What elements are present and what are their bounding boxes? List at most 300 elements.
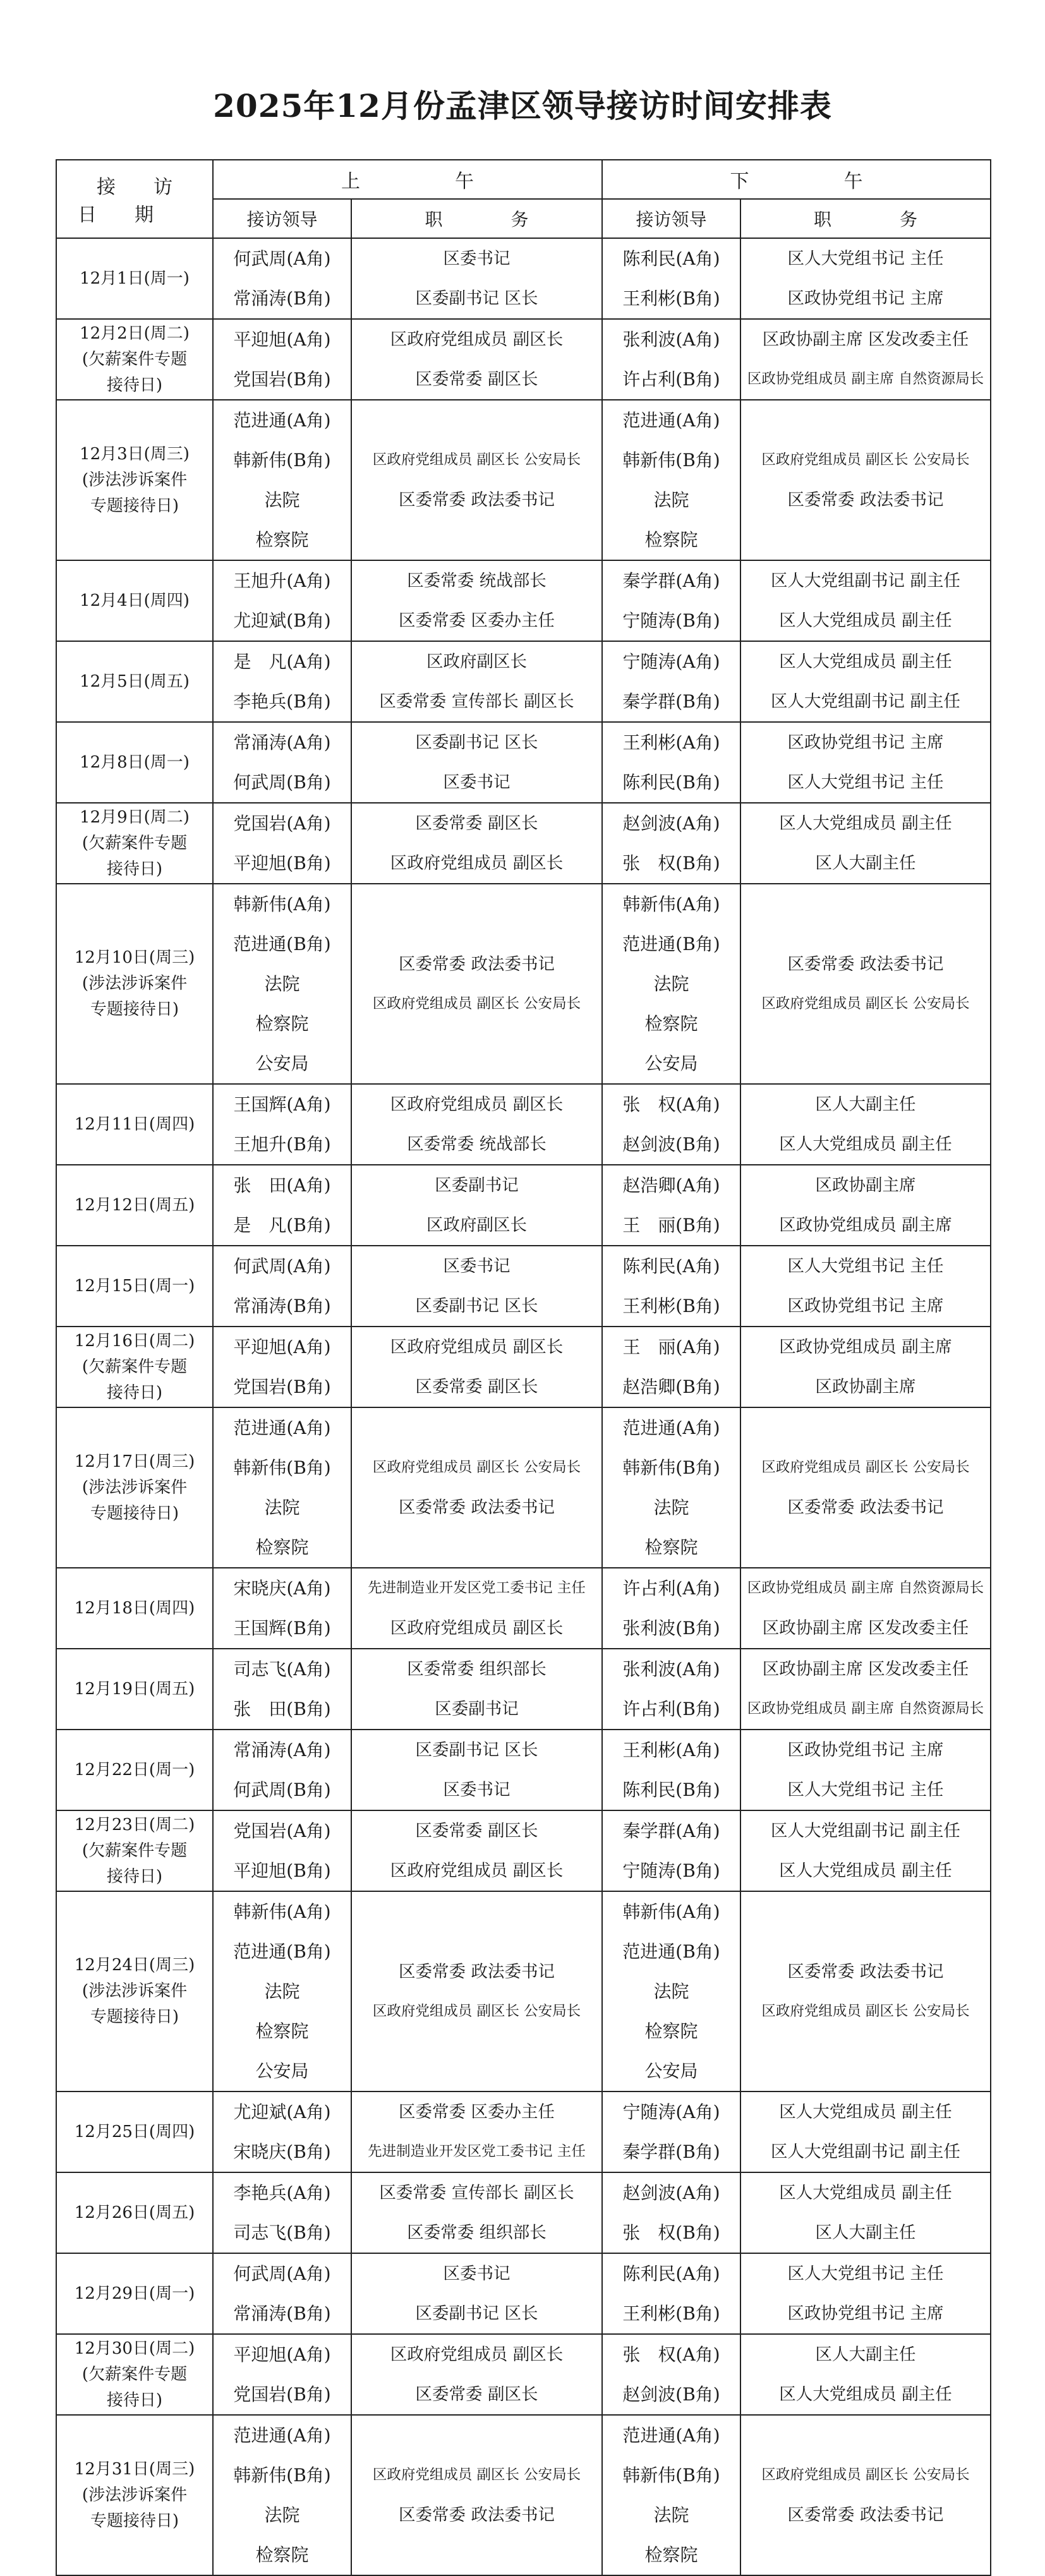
afternoon-position-cell-line: 区委常委 政法委书记 (787, 2505, 944, 2525)
date-cell (56, 2253, 213, 2334)
morning-leader-cell-line: 宋晓庆(B角) (233, 2141, 331, 2162)
afternoon-leader-cell-line: 宁随涛(B角) (622, 1860, 720, 1881)
afternoon-leader-cell-line: 赵剑波(A角) (622, 813, 720, 834)
morning-leader-cell-line: 检察院 (255, 2021, 309, 2042)
morning-leader-cell (213, 319, 351, 400)
morning-leader-cell (213, 1730, 351, 1810)
afternoon-position-cell-line: 区政府党组成员 副区长 公安局长 (761, 2002, 970, 2019)
afternoon-position-cell (740, 1165, 991, 1246)
afternoon-position-cell-line: 区人大党组成员 副主任 (779, 1861, 952, 1881)
afternoon-leader-cell-line: 王利彬(A角) (622, 1740, 720, 1760)
morning-position-cell-line: 区政府党组成员 副区长 公安局长 (372, 995, 581, 1012)
table-row (56, 1327, 991, 1407)
morning-position-cell (351, 560, 602, 641)
afternoon-leader-cell-line: 范进通(B角) (622, 934, 720, 954)
morning-leader-cell-line: 张 田(A角) (233, 1175, 331, 1196)
afternoon-position-cell-line: 区人大副主任 (815, 853, 916, 873)
date-cell (56, 400, 213, 560)
afternoon-position-cell (740, 1407, 991, 1568)
table-row (56, 238, 991, 319)
morning-header: 上 午 (213, 160, 602, 199)
afternoon-leader-cell (602, 2334, 740, 2415)
afternoon-leader-cell-line: 公安局 (644, 2061, 698, 2081)
afternoon-leader-cell-line: 法院 (653, 1497, 689, 1518)
morning-position-cell-line: 区委常委 副区长 (415, 814, 538, 833)
morning-position-header: 职 务 (351, 199, 602, 238)
afternoon-leader-cell (602, 1730, 740, 1810)
morning-leader-cell (213, 884, 351, 1084)
morning-leader-cell (213, 2415, 351, 2575)
afternoon-position-cell (740, 1327, 991, 1407)
date-cell-line: 12月23日(周二) (74, 1815, 195, 1834)
morning-leader-cell (213, 2253, 351, 2334)
morning-position-cell (351, 1084, 602, 1165)
afternoon-position-cell-line: 区政协副主席 区发改委主任 (762, 330, 969, 349)
afternoon-leader-cell (602, 238, 740, 319)
date-cell-line: 12月1日(周一) (80, 268, 190, 288)
afternoon-position-cell-line: 区人大党组副书记 副主任 (771, 1821, 960, 1841)
morning-leader-cell-line: 范进通(A角) (233, 410, 331, 431)
afternoon-position-cell (740, 641, 991, 722)
afternoon-position-cell (740, 1084, 991, 1165)
afternoon-leader-cell-line: 赵浩卿(A角) (622, 1175, 720, 1196)
afternoon-position-cell-line: 区政府党组成员 副区长 公安局长 (761, 2467, 970, 2483)
morning-position-cell-line: 区政府党组成员 副区长 公安局长 (372, 1459, 581, 1476)
afternoon-position-cell (740, 1730, 991, 1810)
afternoon-leader-cell-line: 张利波(B角) (622, 1618, 720, 1639)
morning-leader-cell-line: 李艳兵(A角) (233, 2182, 331, 2203)
afternoon-leader-cell-line: 许占利(B角) (622, 369, 720, 390)
morning-leader-cell-line: 党国岩(B角) (233, 2384, 331, 2405)
morning-leader-cell-line: 宋晓庆(A角) (233, 1578, 331, 1599)
date-cell-line: 12月25日(周四) (74, 2122, 195, 2141)
afternoon-position-cell-line: 区政协副主席 区发改委主任 (762, 1618, 969, 1638)
morning-position-cell (351, 803, 602, 884)
morning-leader-cell (213, 238, 351, 319)
morning-position-cell-line: 区委书记 (443, 773, 510, 792)
morning-leader-header: 接访领导 (213, 199, 351, 238)
afternoon-position-cell-line: 区人大党组成员 副主任 (779, 2385, 952, 2404)
morning-position-cell (351, 1165, 602, 1246)
table-header (56, 160, 991, 238)
morning-leader-cell-line: 王国辉(B角) (233, 1618, 331, 1639)
afternoon-position-cell (740, 1891, 991, 2091)
morning-position-cell-line: 区政府党组成员 副区长 (390, 853, 564, 873)
morning-position-cell (351, 238, 602, 319)
afternoon-leader-cell-line: 宁随涛(B角) (622, 610, 720, 631)
date-cell-line: 12月26日(周五) (74, 2203, 195, 2222)
date-cell (56, 803, 213, 884)
morning-position-cell-line: 区委书记 (443, 2264, 510, 2284)
morning-leader-cell (213, 2172, 351, 2253)
afternoon-leader-cell (602, 803, 740, 884)
afternoon-position-cell-line: 区人大党组副书记 副主任 (771, 692, 960, 711)
date-cell-line: 专题接待日) (90, 1000, 179, 1019)
afternoon-header: 下 午 (602, 160, 991, 199)
afternoon-leader-cell-line: 韩新伟(A角) (622, 1901, 720, 1922)
morning-leader-cell-line: 韩新伟(B角) (233, 2465, 331, 2486)
morning-leader-cell-line: 司志飞(B角) (233, 2222, 331, 2243)
date-cell-line: (欠薪案件专题 (82, 1357, 188, 1376)
morning-leader-cell (213, 400, 351, 560)
morning-leader-cell-line: 法院 (264, 1981, 300, 2002)
morning-leader-cell (213, 1568, 351, 1649)
morning-position-cell (351, 884, 602, 1084)
afternoon-leader-cell (602, 400, 740, 560)
afternoon-position-cell-line: 区人大党组成员 副主任 (779, 2102, 952, 2122)
date-cell-line: 12月18日(周四) (74, 1598, 195, 1618)
date-cell (56, 1084, 213, 1165)
morning-position-cell-line: 区政府党组成员 副区长 (390, 1337, 564, 1357)
afternoon-position-cell-line: 区政协党组成员 副主席 (779, 1337, 952, 1357)
morning-position-cell-line: 先进制造业开发区党工委书记 主任 (368, 1580, 586, 1596)
morning-leader-cell-line: 常涌涛(A角) (233, 732, 331, 753)
date-cell-line: 12月9日(周二) (80, 807, 190, 827)
morning-leader-cell (213, 1407, 351, 1568)
morning-leader-cell-line: 法院 (264, 490, 300, 510)
afternoon-leader-cell (602, 2253, 740, 2334)
afternoon-position-cell-line: 区政协党组书记 主席 (787, 733, 944, 752)
afternoon-leader-cell-line: 张利波(A角) (622, 329, 720, 350)
afternoon-leader-cell-line: 法院 (653, 1981, 689, 2002)
date-cell-line: 12月31日(周三) (74, 2459, 195, 2479)
afternoon-leader-cell-line: 赵浩卿(B角) (622, 1376, 720, 1397)
afternoon-leader-cell-line: 王利彬(B角) (622, 288, 720, 309)
afternoon-position-cell (740, 722, 991, 803)
morning-position-cell-line: 区政府副区长 (426, 1215, 527, 1235)
morning-leader-cell-line: 法院 (264, 1497, 300, 1518)
morning-leader-cell-line: 常涌涛(B角) (233, 288, 331, 309)
afternoon-position-cell (740, 1568, 991, 1649)
afternoon-leader-cell-line: 张利波(A角) (622, 1659, 720, 1680)
morning-position-cell-line: 区政府党组成员 副区长 (390, 330, 564, 349)
morning-leader-cell-line: 平迎旭(A角) (233, 2344, 331, 2365)
date-cell-line: (欠薪案件专题 (82, 1841, 188, 1860)
afternoon-position-cell-line: 区委常委 政法委书记 (787, 490, 944, 510)
afternoon-leader-cell (602, 1649, 740, 1730)
morning-leader-cell-line: 范进通(B角) (233, 934, 331, 954)
morning-leader-cell-line: 是 凡(A角) (233, 651, 331, 672)
morning-leader-cell (213, 2091, 351, 2172)
afternoon-leader-cell-line: 法院 (653, 2505, 689, 2525)
date-cell (56, 1810, 213, 1891)
date-cell-line: 12月15日(周一) (74, 1276, 195, 1296)
morning-position-cell-line: 区委书记 (443, 1256, 510, 1276)
afternoon-position-cell (740, 2091, 991, 2172)
afternoon-leader-cell-line: 韩新伟(B角) (622, 450, 720, 471)
afternoon-position-cell-line: 区人大党组副书记 副主任 (771, 571, 960, 591)
morning-position-cell (351, 2091, 602, 2172)
afternoon-leader-cell (602, 1891, 740, 2091)
afternoon-position-cell (740, 803, 991, 884)
date-cell-line: (涉法涉诉案件 (82, 470, 188, 490)
table-row (56, 560, 991, 641)
afternoon-leader-cell-line: 张 权(A角) (622, 1094, 720, 1115)
date-cell-line: 12月29日(周一) (74, 2284, 195, 2303)
date-cell-line: 接待日) (106, 2390, 163, 2410)
date-cell-line: 12月16日(周二) (74, 1331, 195, 1351)
afternoon-leader-cell-line: 陈利民(A角) (622, 2263, 720, 2284)
table-row (56, 2253, 991, 2334)
afternoon-leader-cell-line: 韩新伟(A角) (622, 894, 720, 915)
afternoon-leader-cell-line: 检察院 (644, 529, 698, 550)
date-cell (56, 2415, 213, 2575)
afternoon-leader-cell-line: 范进通(B角) (622, 1941, 720, 1962)
date-cell (56, 238, 213, 319)
date-cell (56, 1891, 213, 2091)
afternoon-leader-cell-line: 韩新伟(B角) (622, 1457, 720, 1478)
morning-position-cell-line: 区委常委 区委办主任 (399, 2102, 555, 2122)
afternoon-position-cell-line: 区人大党组书记 主任 (787, 1256, 944, 1276)
afternoon-position-cell-line: 区政府党组成员 副区长 公安局长 (761, 452, 970, 468)
table-row (56, 722, 991, 803)
morning-position-cell-line: 区委常委 政法委书记 (399, 1961, 555, 1982)
afternoon-leader-cell-line: 秦学群(A角) (622, 1821, 720, 1841)
morning-position-cell (351, 2172, 602, 2253)
afternoon-leader-cell-line: 范进通(A角) (622, 1417, 720, 1438)
afternoon-leader-cell-line: 赵剑波(B角) (622, 2384, 720, 2405)
date-cell-line: (涉法涉诉案件 (82, 1982, 188, 2001)
afternoon-leader-cell-line: 法院 (653, 490, 689, 510)
morning-position-cell (351, 722, 602, 803)
afternoon-position-cell-line: 区政协党组成员 副主席 自然资源局长 (747, 1580, 984, 1596)
morning-leader-cell-line: 王旭升(B角) (233, 1134, 331, 1155)
schedule-body (56, 238, 991, 2575)
date-cell-line: 12月12日(周五) (74, 1195, 195, 1215)
date-cell-line: 12月19日(周五) (74, 1679, 195, 1699)
morning-position-cell-line: 区政府党组成员 副区长 (390, 1095, 564, 1114)
date-cell-line: 专题接待日) (90, 2511, 179, 2531)
date-cell-line: 12月5日(周五) (80, 671, 190, 691)
date-cell-line: 12月11日(周四) (74, 1114, 195, 1134)
morning-leader-cell (213, 560, 351, 641)
afternoon-leader-cell-line: 秦学群(B角) (622, 691, 720, 712)
afternoon-position-cell-line: 区委常委 政法委书记 (787, 1961, 944, 1982)
morning-position-cell-line: 区委常委 区委办主任 (399, 611, 555, 630)
morning-leader-cell-line: 何武周(B角) (233, 772, 331, 793)
morning-position-cell-line: 区委副书记 区长 (415, 733, 538, 752)
date-cell-line: 12月22日(周一) (74, 1760, 195, 1779)
afternoon-position-cell-line: 区人大党组成员 副主任 (779, 1135, 952, 1154)
morning-position-cell-line: 区委常委 政法委书记 (399, 954, 555, 974)
afternoon-leader-cell (602, 722, 740, 803)
date-cell-line: 接待日) (106, 375, 163, 395)
morning-leader-cell-line: 韩新伟(B角) (233, 1457, 331, 1478)
morning-position-cell-line: 区委常委 政法委书记 (399, 490, 555, 510)
date-cell-line: (欠薪案件专题 (82, 349, 188, 369)
afternoon-leader-cell (602, 641, 740, 722)
afternoon-leader-cell-line: 张 权(B角) (622, 853, 720, 874)
morning-leader-cell-line: 何武周(A角) (233, 1256, 331, 1277)
morning-leader-cell-line: 何武周(A角) (233, 2263, 331, 2284)
date-cell (56, 2334, 213, 2415)
afternoon-position-cell (740, 2253, 991, 2334)
morning-leader-cell (213, 1084, 351, 1165)
afternoon-leader-cell-line: 陈利民(A角) (622, 1256, 720, 1277)
table-row (56, 803, 991, 884)
morning-position-cell-line: 区委副书记 (435, 1699, 519, 1719)
afternoon-position-cell (740, 1810, 991, 1891)
morning-leader-cell (213, 1327, 351, 1407)
morning-position-cell-line: 区委书记 (443, 249, 510, 268)
morning-position-cell (351, 400, 602, 560)
table-row (56, 400, 991, 560)
morning-leader-cell-line: 平迎旭(A角) (233, 1337, 331, 1357)
afternoon-position-cell (740, 884, 991, 1084)
morning-position-cell (351, 1810, 602, 1891)
afternoon-position-cell-line: 区政协副主席 区发改委主任 (762, 1659, 969, 1679)
afternoon-position-cell-line: 区政协党组书记 主席 (787, 289, 944, 308)
table-row (56, 2415, 991, 2575)
table-row (56, 1568, 991, 1649)
table-row (56, 2334, 991, 2415)
morning-position-cell (351, 1407, 602, 1568)
afternoon-position-cell (740, 2334, 991, 2415)
morning-leader-cell-line: 尤迎斌(B角) (233, 610, 331, 631)
morning-position-cell-line: 区委常委 统战部长 (407, 1135, 547, 1154)
afternoon-leader-cell-line: 王 丽(B角) (622, 1215, 720, 1236)
morning-leader-cell-line: 韩新伟(A角) (233, 894, 331, 915)
table-row (56, 641, 991, 722)
afternoon-position-cell (740, 1649, 991, 1730)
morning-leader-cell-line: 是 凡(B角) (233, 1215, 331, 1236)
afternoon-leader-cell-line: 陈利民(B角) (622, 1779, 720, 1800)
afternoon-position-cell-line: 区政协副主席 (815, 1377, 916, 1397)
morning-leader-cell-line: 法院 (264, 973, 300, 994)
morning-position-cell-line: 区政府党组成员 副区长 公安局长 (372, 2002, 581, 2019)
morning-leader-cell-line: 党国岩(A角) (233, 813, 331, 834)
afternoon-leader-cell-line: 张 权(B角) (622, 2222, 720, 2243)
afternoon-leader-cell-line: 王利彬(A角) (622, 732, 720, 753)
afternoon-leader-cell (602, 2091, 740, 2172)
morning-leader-cell (213, 641, 351, 722)
date-cell-line: 12月17日(周三) (74, 1452, 195, 1471)
date-cell (56, 560, 213, 641)
date-cell (56, 884, 213, 1084)
morning-leader-cell (213, 722, 351, 803)
afternoon-leader-cell-line: 赵剑波(B角) (622, 1134, 720, 1155)
table-row (56, 1084, 991, 1165)
afternoon-leader-cell-line: 法院 (653, 973, 689, 994)
afternoon-leader-cell-line: 检察院 (644, 1537, 698, 1558)
afternoon-position-cell-line: 区政协党组成员 副主席 (779, 1215, 952, 1235)
morning-position-cell (351, 1730, 602, 1810)
afternoon-leader-cell-line: 秦学群(B角) (622, 2141, 720, 2162)
morning-position-cell-line: 区委常委 政法委书记 (399, 2505, 555, 2525)
date-cell-line: (欠薪案件专题 (82, 833, 188, 853)
afternoon-leader-cell-line: 范进通(A角) (622, 410, 720, 431)
afternoon-leader-cell (602, 560, 740, 641)
afternoon-position-cell (740, 319, 991, 400)
afternoon-position-cell (740, 400, 991, 560)
table-row (56, 884, 991, 1084)
morning-leader-cell-line: 张 田(B角) (233, 1699, 331, 1719)
morning-leader-cell-line: 党国岩(B角) (233, 1376, 331, 1397)
afternoon-position-cell-line: 区人大党组书记 主任 (787, 2264, 944, 2284)
morning-position-cell-line: 区政府党组成员 副区长 公安局长 (372, 2467, 581, 2483)
morning-leader-cell-line: 李艳兵(B角) (233, 691, 331, 712)
morning-position-cell (351, 2415, 602, 2575)
morning-position-cell (351, 2253, 602, 2334)
afternoon-leader-cell (602, 319, 740, 400)
table-row (56, 2091, 991, 2172)
morning-position-cell-line: 区委常委 副区长 (415, 2385, 538, 2404)
afternoon-position-cell-line: 区人大党组副书记 副主任 (771, 2142, 960, 2162)
afternoon-leader-header: 接访领导 (602, 199, 740, 238)
afternoon-leader-cell-line: 检察院 (644, 2021, 698, 2042)
date-cell-line: 12月4日(周四) (80, 591, 190, 610)
morning-leader-cell-line: 常涌涛(B角) (233, 2303, 331, 2324)
date-cell-line: (涉法涉诉案件 (82, 2485, 188, 2505)
table-row (56, 1407, 991, 1568)
afternoon-position-cell-line: 区委常委 政法委书记 (787, 1498, 944, 1517)
afternoon-leader-cell-line: 张 权(A角) (622, 2344, 720, 2365)
morning-position-cell-line: 先进制造业开发区党工委书记 主任 (368, 2143, 586, 2160)
date-cell (56, 1327, 213, 1407)
date-cell (56, 1568, 213, 1649)
afternoon-position-cell-line: 区政协党组书记 主席 (787, 1296, 944, 1316)
afternoon-position-cell (740, 1246, 991, 1327)
morning-position-cell (351, 641, 602, 722)
morning-position-cell-line: 区委常委 组织部长 (407, 1659, 547, 1679)
morning-leader-cell-line: 王国辉(A角) (233, 1094, 331, 1115)
afternoon-position-cell-line: 区政协党组书记 主席 (787, 1740, 944, 1760)
date-cell (56, 319, 213, 400)
date-cell-line: (欠薪案件专题 (82, 2364, 188, 2384)
table-row (56, 1810, 991, 1891)
morning-position-cell-line: 区委常委 政法委书记 (399, 1498, 555, 1517)
morning-leader-cell-line: 平迎旭(B角) (233, 853, 331, 874)
morning-position-cell-line: 区委常委 统战部长 (407, 571, 547, 591)
date-column-header: 接访日期 (56, 160, 213, 238)
date-cell-line: (涉法涉诉案件 (82, 974, 188, 993)
afternoon-leader-cell-line: 许占利(B角) (622, 1699, 720, 1719)
morning-leader-cell-line: 范进通(A角) (233, 1417, 331, 1438)
afternoon-leader-cell (602, 2415, 740, 2575)
morning-leader-cell-line: 常涌涛(A角) (233, 1740, 331, 1760)
morning-leader-cell-line: 党国岩(B角) (233, 369, 331, 390)
schedule-table (56, 159, 991, 2576)
table-row (56, 1165, 991, 1246)
date-cell-line: 接待日) (106, 1867, 163, 1886)
morning-leader-cell-line: 何武周(B角) (233, 1779, 331, 1800)
morning-position-cell-line: 区委常委 副区长 (415, 370, 538, 389)
date-cell-line: (涉法涉诉案件 (82, 1478, 188, 1497)
afternoon-leader-cell-line: 秦学群(A角) (622, 570, 720, 591)
morning-leader-cell-line: 检察院 (255, 2544, 309, 2565)
afternoon-leader-cell (602, 1327, 740, 1407)
afternoon-position-cell-line: 区政府党组成员 副区长 公安局长 (761, 1459, 970, 1476)
date-cell (56, 1246, 213, 1327)
table-row (56, 1730, 991, 1810)
morning-leader-cell-line: 司志飞(A角) (233, 1659, 331, 1680)
morning-position-cell-line: 区政府党组成员 副区长 公安局长 (372, 452, 581, 468)
date-cell-line: 12月8日(周一) (80, 752, 190, 772)
morning-position-cell-line: 区委常委 副区长 (415, 1821, 538, 1841)
afternoon-position-cell-line: 区人大副主任 (815, 1095, 916, 1114)
morning-position-cell (351, 1891, 602, 2091)
afternoon-leader-cell-line: 检察院 (644, 2544, 698, 2565)
table-row (56, 2172, 991, 2253)
table-row (56, 319, 991, 400)
date-cell (56, 2091, 213, 2172)
afternoon-leader-cell-line: 宁随涛(A角) (622, 2102, 720, 2122)
morning-position-cell (351, 2334, 602, 2415)
morning-position-cell-line: 区委书记 (443, 1780, 510, 1800)
afternoon-leader-cell (602, 1810, 740, 1891)
afternoon-leader-cell-line: 范进通(A角) (622, 2425, 720, 2446)
morning-leader-cell (213, 1810, 351, 1891)
